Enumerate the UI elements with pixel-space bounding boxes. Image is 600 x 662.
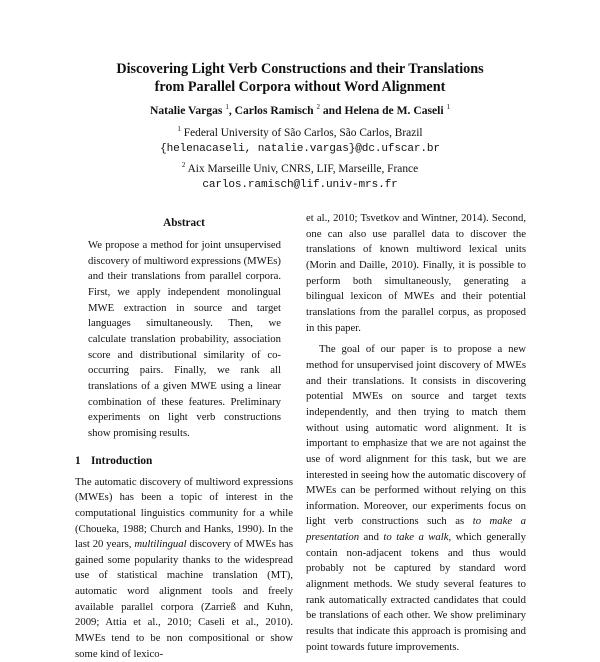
- abstract-heading: Abstract: [163, 217, 205, 229]
- introduction-paragraph: [75, 475, 293, 662]
- author-name: Carlos Ramisch: [234, 104, 314, 117]
- title-line-2: from Parallel Corpora without Word Alignment: [154, 79, 446, 95]
- right-column: [306, 211, 526, 655]
- introduction-text: The automatic discovery of multiword expressions (MWEs) has been a topic of interest in the computational linguistics community for a while (Choueka, 1988; Church and Hanks, 1990). In the last 20 years,: [75, 475, 293, 551]
- affiliation-2: [60, 162, 540, 193]
- affiliation-mark: 2: [181, 161, 186, 170]
- author-separator: and: [319, 104, 345, 117]
- author-affiliation-mark: 2: [316, 103, 320, 112]
- body-paragraph-goal: [306, 342, 526, 655]
- section-title: Introduction: [91, 454, 153, 467]
- author-name: Natalie Vargas: [149, 104, 223, 117]
- introduction-emphasis: multilingual: [134, 538, 187, 551]
- author-list: [60, 104, 540, 118]
- body-paragraph: et al., 2010; Tsvetkov and Wintner, 2014). Second, one can also use parallel data to discover the translations of known multiword lexical units (Morin and Daille, 2010). Finally, it is possible to perform both simultaneously, generating a bilingual lexicon of MWEs and their potential translations from the parallel corpus, as proposed in this paper.: [306, 212, 526, 334]
- affiliation-institution: Federal University of São Carlos, São Carlos, Brazil: [183, 127, 423, 139]
- affiliation-email: carlos.ramisch@lif.univ-mrs.fr: [202, 179, 398, 191]
- affiliation-institution: Aix Marseille Univ, CNRS, LIF, Marseille, France: [187, 163, 419, 175]
- paper-title: [60, 60, 540, 96]
- section-heading-introduction: [75, 454, 293, 468]
- introduction-text: discovery of MWEs has gained some popularity thanks to the widespread use of statistical machine translation (MT), automatic word alignment tools and freely available parallel corpora (Zarrieß and Kuhn, 2009; Attia et al., 2010; Caseli et al., 2010). MWEs tend to be non compositional or show some kind of lexico-: [75, 538, 293, 660]
- example-emphasis: to make a presentation: [306, 515, 526, 544]
- example-emphasis: to take a walk: [383, 531, 449, 544]
- body-text: The goal of our paper is to propose a new method for unsupervised joint discovery of MWEs and their translations. It consists in discovering potential MWEs on source and target texts independently, and then trying to match them without using automatic word alignment. It is important to emphasize that we are not against the use of word alignment for this task, but we are interested in seeing how the automatic discovery of MWEs can be performed without relying on this information. Moreover, our experiments focus on light verb constructions such as: [306, 343, 526, 528]
- author-separator: ,: [228, 104, 235, 117]
- author-affiliation-mark: 1: [225, 103, 229, 112]
- body-text: , which generally contain non-adjacent tokens and thus would probably not be captured by standard word alignment methods. We study several features to rank automatically extracted candidates that could be translations of each other. We show preliminary results that indicate this approach is promising and point towards future improvements.: [306, 531, 526, 653]
- affiliation-1: [60, 126, 540, 157]
- affiliation-mark: 1: [177, 125, 181, 134]
- section-number: 1: [75, 454, 81, 467]
- left-column: [75, 216, 293, 662]
- affiliation-email: {helenacaseli, natalie.vargas}@dc.ufscar.br: [160, 143, 440, 155]
- author-name: Helena de M. Caseli: [344, 104, 444, 117]
- body-text: and: [359, 531, 384, 544]
- author-affiliation-mark: 1: [446, 103, 451, 112]
- abstract-text: We propose a method for joint unsupervised discovery of multiword expressions (MWEs) and their translations from parallel corpora. First, we apply independent monolingual MWE extraction in source and target languages simultaneously. Then, we calculate translation probability, association score and distributional similarity of co-occurring pairs. Finally, we rank all translations of a given MWE using a linear combination of these features. Preliminary experiments on light verb constructions show promising results.: [88, 239, 281, 439]
- title-line-1: Discovering Light Verb Constructions and their Translations: [116, 61, 484, 77]
